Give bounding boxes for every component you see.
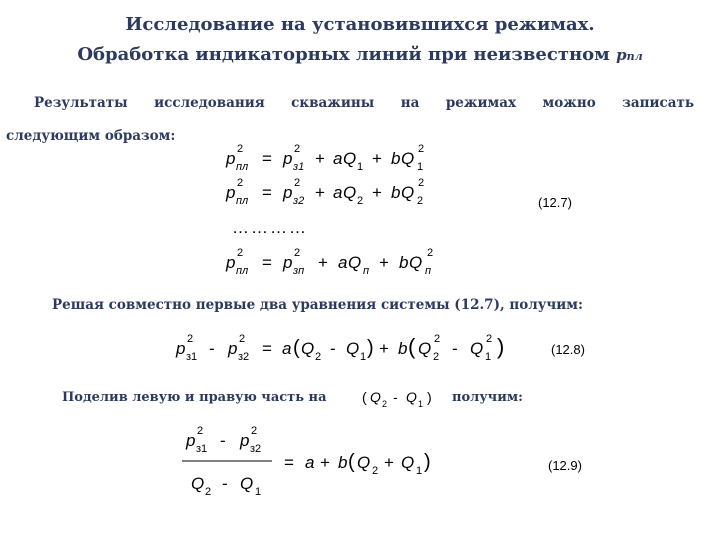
math-glyph: 2 bbox=[427, 247, 434, 259]
math-glyph: a bbox=[305, 453, 315, 472]
math-glyph: Q bbox=[357, 453, 371, 472]
math-glyph: 2 bbox=[418, 177, 425, 189]
math-glyph: Q bbox=[370, 389, 381, 405]
eq-12-7-row2 bbox=[225, 177, 424, 207]
divide-text: Поделив левую и правую часть на bbox=[62, 390, 327, 405]
math-glyph: b bbox=[398, 339, 408, 358]
math-glyph: 2 bbox=[239, 333, 246, 345]
eq-12-9 bbox=[182, 425, 431, 498]
math-glyph: - bbox=[330, 339, 336, 358]
math-glyph: ( bbox=[362, 389, 367, 405]
eq-12-8 bbox=[175, 333, 504, 363]
math-glyph: Q bbox=[343, 183, 357, 202]
math-glyph: a bbox=[333, 183, 343, 202]
math-glyph: 1 bbox=[357, 161, 364, 173]
math-glyph: 2 bbox=[418, 143, 425, 155]
math-glyph: з1 bbox=[293, 161, 305, 173]
math-glyph: Q bbox=[240, 474, 254, 493]
eq-12-7-row-n bbox=[225, 247, 433, 277]
title-variable: pпл bbox=[616, 46, 643, 64]
math-glyph: p bbox=[228, 339, 238, 358]
math-glyph: з2 bbox=[238, 351, 250, 363]
math-glyph: з2 bbox=[250, 443, 262, 455]
math-glyph: = bbox=[262, 339, 272, 358]
math-glyph: пл bbox=[236, 195, 249, 207]
math-glyph: p bbox=[240, 431, 250, 450]
math-glyph: 2 bbox=[434, 333, 441, 345]
math-glyph: b bbox=[399, 253, 409, 272]
math-glyph: п bbox=[363, 265, 370, 277]
math-glyph: 1 bbox=[360, 351, 367, 363]
math-glyph: 1 bbox=[485, 351, 492, 363]
math-glyph: Q bbox=[418, 339, 432, 358]
math-glyph: p bbox=[283, 253, 293, 272]
math-glyph: 2 bbox=[382, 399, 388, 409]
title-line2-text: Обработка индикаторных линий при неизвестном bbox=[77, 44, 610, 65]
math-glyph: + bbox=[318, 253, 328, 272]
math-glyph: 2 bbox=[294, 247, 301, 259]
math-glyph: p bbox=[186, 431, 196, 450]
math-glyph: ) bbox=[367, 337, 374, 359]
math-glyph: + bbox=[372, 149, 382, 168]
math-glyph: 1 bbox=[416, 465, 423, 477]
math-glyph: + bbox=[384, 453, 394, 472]
math-glyph: Q bbox=[191, 474, 205, 493]
math-glyph: b bbox=[391, 149, 401, 168]
math-glyph: 2 bbox=[294, 177, 301, 189]
slide-title-line1: Исследование на установившихся режимах. bbox=[125, 14, 595, 35]
math-glyph: Q bbox=[346, 339, 360, 358]
math-glyph: 2 bbox=[433, 351, 440, 363]
math-glyph: - bbox=[452, 339, 458, 358]
math-glyph: 2 bbox=[187, 333, 194, 345]
math-glyph: b bbox=[338, 453, 348, 472]
math-glyph: - bbox=[393, 389, 398, 405]
math-glyph: = bbox=[284, 453, 294, 472]
eq-number-12-9: (12.9) bbox=[548, 458, 582, 473]
math-glyph: ) bbox=[424, 451, 431, 473]
divide-tail: получим: bbox=[452, 390, 523, 405]
math-glyph: p bbox=[283, 183, 293, 202]
math-glyph: + bbox=[315, 149, 325, 168]
intro-line2: следующим образом: bbox=[6, 128, 176, 144]
math-glyph: Q bbox=[348, 253, 362, 272]
math-glyph: 2 bbox=[417, 195, 424, 207]
solve-text: Решая совместно первые два уравнения системы (12.7), получим: bbox=[52, 297, 584, 313]
math-glyph: p bbox=[226, 183, 236, 202]
math-glyph: з1 bbox=[186, 351, 198, 363]
math-glyph: = bbox=[262, 183, 272, 202]
math-glyph: пл bbox=[236, 265, 249, 277]
math-glyph: b bbox=[391, 183, 401, 202]
math-glyph: ) bbox=[497, 334, 505, 359]
math-glyph: Q bbox=[343, 149, 357, 168]
math-glyph: 2 bbox=[357, 195, 364, 207]
math-glyph: ( bbox=[293, 337, 300, 359]
eq-number-12-8: (12.8) bbox=[551, 342, 585, 357]
math-glyph: зп bbox=[293, 265, 305, 277]
math-glyph: Q bbox=[470, 339, 484, 358]
math-glyph: ( bbox=[348, 451, 355, 473]
math-glyph: 1 bbox=[417, 161, 424, 173]
math-glyph: + bbox=[372, 183, 382, 202]
math-glyph: 2 bbox=[251, 425, 258, 437]
math-glyph: ( bbox=[408, 334, 416, 359]
math-glyph: + bbox=[315, 183, 325, 202]
math-glyph: Q bbox=[406, 389, 417, 405]
math-glyph: 1 bbox=[418, 399, 424, 409]
math-glyph: з1 bbox=[196, 443, 208, 455]
math-glyph: = bbox=[262, 253, 272, 272]
math-glyph: пл bbox=[236, 161, 249, 173]
math-glyph: = bbox=[262, 149, 272, 168]
math-glyph: p bbox=[226, 149, 236, 168]
math-glyph: 2 bbox=[372, 465, 379, 477]
math-glyph: p bbox=[226, 253, 236, 272]
math-glyph: + bbox=[379, 253, 389, 272]
inline-q-difference bbox=[362, 389, 432, 409]
math-glyph: Q bbox=[401, 149, 415, 168]
math-glyph: Q bbox=[409, 253, 423, 272]
math-glyph: + bbox=[379, 339, 389, 358]
math-glyph: з2 bbox=[293, 195, 305, 207]
math-glyph: - bbox=[209, 339, 215, 358]
math-glyph: 2 bbox=[197, 425, 204, 437]
math-glyph: 2 bbox=[237, 177, 244, 189]
math-glyph: 1 bbox=[255, 486, 262, 498]
math-glyph: ) bbox=[427, 389, 432, 405]
math-glyph: Q bbox=[401, 453, 415, 472]
math-glyph: a bbox=[338, 253, 348, 272]
eq-number-12-7: (12.7) bbox=[538, 195, 572, 210]
eq-12-7-dots: ………… bbox=[232, 218, 308, 237]
math-glyph: 2 bbox=[237, 143, 244, 155]
math-glyph: Q bbox=[301, 339, 315, 358]
math-glyph: - bbox=[222, 474, 228, 493]
math-glyph: 2 bbox=[294, 143, 301, 155]
intro-line1: Результаты исследования скважины на режимах можно записать bbox=[34, 95, 694, 111]
math-glyph: 2 bbox=[486, 333, 493, 345]
math-glyph: 2 bbox=[205, 486, 212, 498]
math-glyph: a bbox=[333, 149, 343, 168]
math-glyph: p bbox=[176, 339, 186, 358]
math-glyph: Q bbox=[401, 183, 415, 202]
math-glyph: 2 bbox=[237, 247, 244, 259]
math-glyph: p bbox=[283, 149, 293, 168]
math-glyph: - bbox=[220, 431, 226, 450]
math-glyph: a bbox=[282, 339, 292, 358]
math-glyph: 2 bbox=[315, 351, 322, 363]
math-glyph: + bbox=[320, 453, 330, 472]
math-glyph: п bbox=[425, 265, 432, 277]
eq-12-7-row1 bbox=[225, 143, 424, 173]
